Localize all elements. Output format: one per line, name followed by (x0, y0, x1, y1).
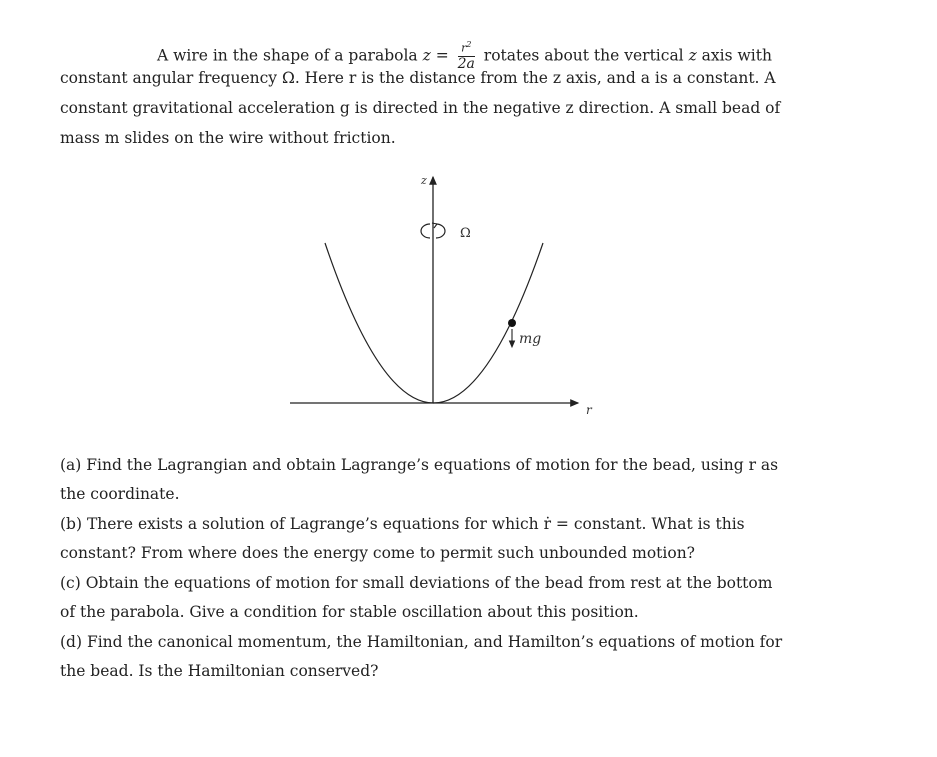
part-c-line-1: (c) Obtain the equations of motion for small deviations of the bead from rest at the bottom (60, 574, 773, 592)
fraction-numerator: $r^2$ (458, 38, 475, 57)
equals-sign: = (430, 46, 454, 65)
intro-line-3: constant gravitational acceleration g is directed in the negative z direction. A small bead of (60, 99, 781, 117)
parabola-figure (280, 165, 600, 425)
rotation-arc-left (421, 224, 430, 238)
intro-line-2: constant angular frequency Ω. Here r is the distance from the z axis, and a is a constant. A (60, 69, 776, 87)
part-d-line-1: (d) Find the canonical momentum, the Hamiltonian, and Hamilton’s equations of motion for (60, 633, 783, 651)
part-a-line-1: (a) Find the Lagrangian and obtain Lagrange’s equations of motion for the bead, using r as (60, 456, 779, 474)
part-b-line-2: constant? From where does the energy come to permit such unbounded motion? (60, 544, 695, 562)
z-axis-label: z (421, 174, 427, 187)
intro-line-4: mass m slides on the wire without friction. (60, 129, 396, 147)
part-d-line-2: the bead. Is the Hamiltonian conserved? (60, 662, 379, 680)
parabola-diagram (280, 165, 600, 425)
part-c-line-2: of the parabola. Give a condition for stable oscillation about this position. (60, 603, 639, 621)
intro-text-1b: rotates about the vertical (478, 46, 689, 65)
fraction-denominator: 2a (457, 55, 475, 72)
var-z: z (422, 46, 431, 65)
r-axis-label: r (586, 403, 592, 417)
var-z-2: z (688, 46, 697, 65)
fraction-r2-over-2a (458, 38, 475, 71)
part-a-line-2: the coordinate. (60, 485, 180, 503)
omega-label: Ω (460, 226, 471, 241)
force-label: mg (519, 331, 542, 347)
rotation-arc-right (436, 224, 445, 238)
part-b-line-1: (b) There exists a solution of Lagrange’s equations for which ṙ = constant. What is this (60, 515, 745, 533)
intro-text-1a: A wire in the shape of a parabola (157, 46, 423, 65)
intro-text-1c: axis with (696, 46, 772, 65)
bead (508, 319, 516, 327)
